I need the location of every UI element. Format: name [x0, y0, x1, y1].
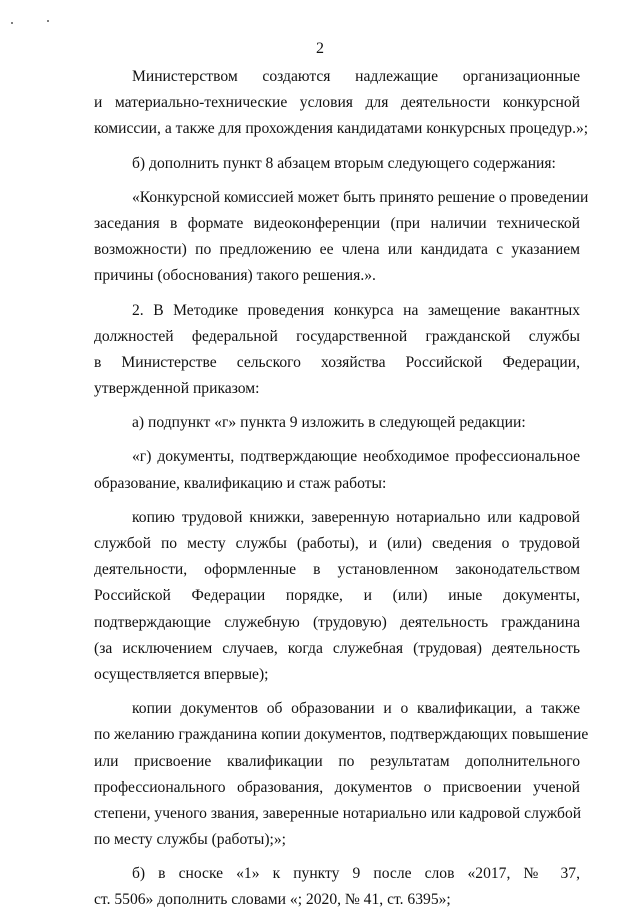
text-line: профессионального образования, документов о присвоении ученой: [94, 778, 580, 796]
paragraph: [94, 151, 580, 177]
page-number: 2: [316, 40, 324, 57]
text-line: Министерством создаются надлежащие организационные: [132, 68, 580, 85]
paragraph: [94, 444, 580, 496]
text-line: «Конкурсной комиссией может быть принято решение о проведении: [132, 188, 589, 206]
text-line: «г) документы, подтверждающие необходимое профессиональное: [132, 448, 580, 466]
paragraph: [94, 696, 589, 853]
text-line: образование, квалификацию и стаж работы:: [94, 474, 387, 492]
text-line: по месту службы (работы);»;: [94, 831, 286, 849]
scan-speck: [11, 22, 13, 24]
text-line: Российской Федерации порядке, и (или) иные документы,: [94, 587, 580, 605]
paragraph: [94, 185, 589, 290]
text-line: степени, ученого звания, заверенные нотариально или кадровой службой: [94, 804, 582, 822]
paragraph: [94, 505, 580, 688]
text-line: б) дополнить пункт 8 абзацем вторым следующего содержания:: [132, 154, 556, 172]
paragraph: [94, 298, 580, 403]
text-line: деятельности, оформленные в установленном законодательством: [94, 561, 580, 579]
text-line: а) подпункт «г» пункта 9 изложить в следующей редакции:: [132, 414, 526, 432]
text-line: б) в сноске «1» к пункту 9 после слов «2017, № 37,: [132, 865, 580, 883]
paragraph: [94, 861, 580, 913]
text-line: службой по месту службы (работы), и (или) сведения о трудовой: [94, 535, 580, 552]
text-line: или присвоение квалификации по результатам дополнительного: [94, 752, 580, 770]
text-line: должностей федеральной государственной гражданской службы: [94, 327, 580, 345]
text-line: 2. В Методике проведения конкурса на замещение вакантных: [132, 301, 580, 319]
text-line: (за исключением случаев, когда служебная (трудовая) деятельность: [94, 639, 580, 657]
text-line: комиссии, а также для прохождения кандидатами конкурсных процедур.»;: [94, 120, 589, 138]
text-line: копию трудовой книжки, заверенную нотариально или кадровой: [132, 508, 580, 526]
scan-speck: [47, 20, 49, 22]
text-line: причины (обоснования) такого решения.».: [94, 267, 376, 285]
text-line: подтверждающие служебную (трудовую) деятельность гражданина: [94, 613, 580, 631]
text-line: и материально-технические условия для деятельности конкурсной: [94, 94, 580, 112]
text-line: утвержденной приказом:: [94, 380, 260, 398]
text-line: возможности) по предложению ее члена или кандидата с указанием: [94, 241, 580, 259]
paragraph: [94, 410, 580, 436]
text-line: заседания в формате видеоконференции (при наличии технической: [94, 214, 580, 232]
document-body: [94, 64, 589, 914]
text-line: осуществляется впервые);: [94, 665, 269, 683]
text-line: в Министерстве сельского хозяйства Российской Федерации,: [94, 353, 580, 371]
text-line: копии документов об образовании и о квалификации, а также: [132, 700, 580, 718]
text-line: по желанию гражданина копии документов, подтверждающих повышение: [94, 726, 589, 744]
paragraph: [94, 64, 589, 143]
text-line: ст. 5506» дополнить словами «; 2020, № 41, ст. 6395»;: [94, 891, 451, 909]
